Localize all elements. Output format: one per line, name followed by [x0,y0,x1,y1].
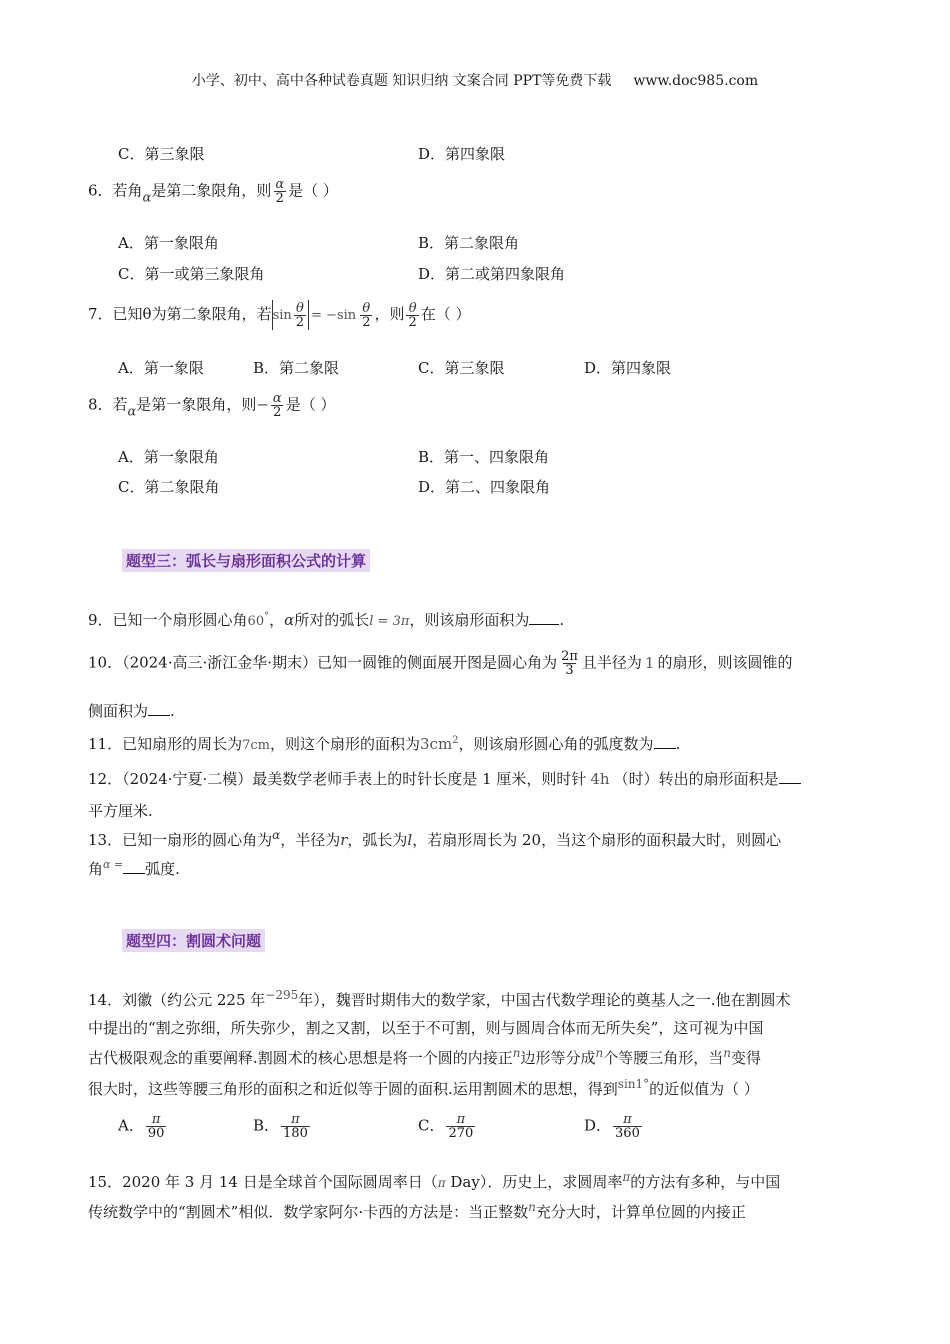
q14-year: −295 [265,988,299,1002]
q9-end: . [559,611,565,629]
q7-prefix: 7．已知θ为第二象限角，若 [88,305,272,323]
q13-prefix: 13．已知一扇形的圆心角为 [88,831,273,849]
q6-option-a: A．第一象限角 [118,234,219,252]
q7-fraction-1 [294,302,306,329]
q7-two-1: 2 [295,314,305,330]
q8-option-a: A．第一象限角 [118,448,219,466]
q11-sup: 2 [452,735,459,746]
q9-mid: 所对的弧长 [294,611,370,629]
q7-theta-1: θ [296,300,304,316]
section-title-3: 题型三：弧长与扇形面积公式的计算 [122,549,370,572]
q6-frac-den: 2 [275,191,284,206]
q14-option-b [253,1113,312,1140]
q8-suffix: 是（ ） [285,395,336,414]
question-13 [88,828,781,850]
q13-r: r [340,831,348,849]
question-6 [88,178,338,206]
q10-mid: 且半径为 [581,653,642,672]
q7-option-a: A．第一象限 [118,359,204,377]
question-14-line3 [88,1046,761,1068]
q13-line2c: 弧度. [145,860,180,878]
q14-option-c-label: C． [418,1116,445,1135]
q6-frac-num: α [275,177,285,192]
q14-option-d-label: D． [584,1116,612,1135]
q10-line2: 侧面积为 [88,702,149,720]
q7-suffix: 在（ ） [420,305,471,323]
q8-mid: 是第一象限角，则 [136,395,257,414]
section-title-4: 题型四：割圆术问题 [122,929,265,952]
q6-mid: 是第二象限角，则 [151,181,272,200]
q11-perimeter: 7cm [242,738,270,753]
q9-suffix: ，则该扇形面积为 [409,611,530,629]
q15-line2b: 充分大时，计算单位圆的内接正 [535,1203,746,1221]
q14-option-a-num: π [151,1112,161,1127]
q14-option-a-fraction [146,1113,167,1140]
q14-option-c-den: 270 [448,1126,474,1141]
q14-option-b-fraction [281,1113,310,1140]
q14-line3a: 古代极限观念的重要阐释.割圆术的核心思想是将一个圆的内接正 [88,1049,513,1067]
q8-option-b: B．第一、四象限角 [418,448,550,466]
q9-comma: ， [269,611,285,629]
q14-option-b-num: π [291,1112,300,1127]
q14-n2: n [595,1046,604,1060]
q15-line1b: Day）．历史上，求圆周率 [445,1173,623,1191]
q11-answer-blank[interactable] [654,736,676,749]
q8-frac-den: 2 [273,405,282,420]
q14-option-d-den: 360 [615,1126,640,1141]
q13-l: l [407,831,413,849]
q6-option-c: C．第一或第三象限角 [118,265,265,283]
q6-option-d: D．第二或第四象限角 [418,265,566,283]
q13-alpha-eq: α = [103,858,124,871]
question-15 [88,1170,780,1192]
question-14-line4 [88,1077,759,1099]
question-7 [88,300,471,330]
q10-one: 1 [644,653,655,672]
question-10-line2 [88,700,175,721]
q13-answer-blank[interactable] [123,861,145,874]
header-site-link[interactable]: www.doc985.com [633,73,759,89]
q15-n: n [528,1200,536,1214]
q9-angle: 60 [247,614,265,629]
q10-answer-blank[interactable] [148,703,170,716]
q12-prefix: 12．（2024·宁夏·二模）最美数学老师手表上的时针长度是 1 厘米，则时针 [88,770,587,788]
q11-area: 3cm [420,735,453,753]
q14-line1a: 14．刘徽（约公元 225 年 [88,991,266,1009]
question-14-line2: 中提出的“割之弥细，所失弥少，割之又割，以至于不可割，则与圆周合体而无所失矣”，这可视为中国 [88,1019,764,1037]
q10-frac-num: 2π [561,649,578,664]
q14-option-c-num: π [456,1112,466,1127]
q14-option-c-fraction [446,1113,475,1140]
question-9 [88,609,564,630]
q9-degree: ° [264,611,270,622]
q6-fraction [273,178,286,205]
q6-suffix: 是（ ） [288,181,338,200]
q10-prefix: 10．（2024·高三·浙江金华·期末）已知一圆锥的侧面展开图是圆心角为 [88,653,558,672]
q15-pi: π [437,1176,446,1190]
q7-option-d: D．第四象限 [584,359,672,377]
q7-eq: = −sin [311,308,357,323]
q6-prefix: 6．若角 [88,181,143,200]
question-11 [88,733,680,754]
q10-end: . [170,702,175,720]
q7-theta-3: θ [408,300,417,316]
q13-alpha: α [272,828,281,842]
q14-line3c: 个等腰三角形，当 [603,1049,724,1067]
q15-line2a: 传统数学中的“割圆术”相似．数学家阿尔·卡西的方法是：当正整数 [88,1203,529,1221]
q9-answer-blank[interactable] [529,612,559,625]
q14-n3: n [723,1046,732,1060]
question-14 [88,988,791,1010]
q11-suffix: ，则该扇形圆心角的弧度数为 [458,735,654,753]
q11-prefix: 11．已知扇形的周长为 [88,735,243,753]
question-15-line2 [88,1200,746,1222]
q7-theta-2: θ [362,300,371,316]
q9-prefix: 9．已知一个扇形圆心角 [88,611,248,629]
question-8 [88,392,335,420]
q10-frac-den: 3 [565,663,574,678]
q6-alpha: α [142,190,152,206]
q7-mid: ，则 [374,305,405,323]
header-text: 小学、初中、高中各种试卷真题 知识归纳 文案合同 PPT等免费下载 [191,73,612,89]
q5-option-d: D．第四象限 [418,145,506,163]
q7-fraction-2 [360,302,372,329]
q14-line1b: 年），魏晋时期伟大的数学家，中国古代数学理论的奠基人之一.他在割圆术 [298,991,791,1009]
q12-suffix: （时）转出的扇形面积是 [613,770,779,788]
q13-line2a: 角 [88,860,104,878]
q10-suffix: 的扇形，则该圆锥的 [657,653,793,672]
question-12 [88,768,801,789]
q7-sin: sin [272,308,292,323]
q13-arc-label: ，弧长为 [347,831,408,849]
q13-line1-end: ，若扇形周长为 20，当这个扇形的面积最大时，则圆心 [412,831,782,849]
q14-option-d-fraction [613,1113,642,1140]
q15-line1a: 15．2020 年 3 月 14 日是全球首个国际圆周率日（ [88,1173,438,1191]
q14-option-b-label: B． [253,1116,280,1135]
q7-two-2: 2 [362,314,371,330]
q14-n1: n [512,1046,521,1060]
q14-option-c [418,1113,477,1140]
q14-option-a-den: 90 [147,1126,165,1141]
q8-frac-num: α [272,391,282,406]
q14-line3b: 边形等分成 [520,1049,596,1067]
q7-two-3: 2 [408,314,417,330]
q14-option-a [118,1113,168,1140]
question-10 [88,650,792,677]
q14-line4a: 很大时，这些等腰三角形的面积之和近似等于圆的面积.运用割圆术的思想，得到 [88,1080,618,1098]
q15-line1c: 的方法有多种，与中国 [630,1173,781,1191]
q14-option-d [584,1113,644,1140]
q5-option-c: C．第三象限 [118,145,205,163]
q11-end: . [675,735,681,753]
q7-option-c: C．第三象限 [418,359,505,377]
q6-option-b: B．第二象限角 [418,234,520,252]
question-12-line2: 平方厘米. [88,802,153,820]
q14-line4b: 的近似值为（ ） [649,1080,759,1098]
q14-sin1: sin1° [617,1077,650,1091]
q9-alpha: α [284,611,295,629]
q11-mid: ，则这个扇形的面积为 [269,735,420,753]
q8-option-d: D．第二、四象限角 [418,478,551,496]
q13-radius-label: ，半径为 [280,831,341,849]
q12-answer-blank[interactable] [779,771,801,784]
q14-line3d: 变得 [731,1049,762,1067]
q8-fraction [271,392,284,419]
q8-alpha: α [127,404,137,420]
question-13-line2 [88,858,180,879]
q7-option-b: B．第二象限 [253,359,340,377]
q8-option-c: C．第二象限角 [118,478,220,496]
q14-option-d-num: π [623,1112,632,1127]
q12-hours: 4h [590,770,610,788]
q7-fraction-3 [406,302,418,329]
q15-pi2: π [622,1170,631,1184]
q10-fraction [559,650,580,677]
q14-option-a-label: A． [118,1116,144,1135]
q14-option-b-den: 180 [283,1126,308,1141]
q8-prefix: 8．若 [88,395,128,414]
page-header [0,70,950,90]
q8-neg: − [256,395,269,414]
q9-formula: l = 3π [369,614,410,629]
